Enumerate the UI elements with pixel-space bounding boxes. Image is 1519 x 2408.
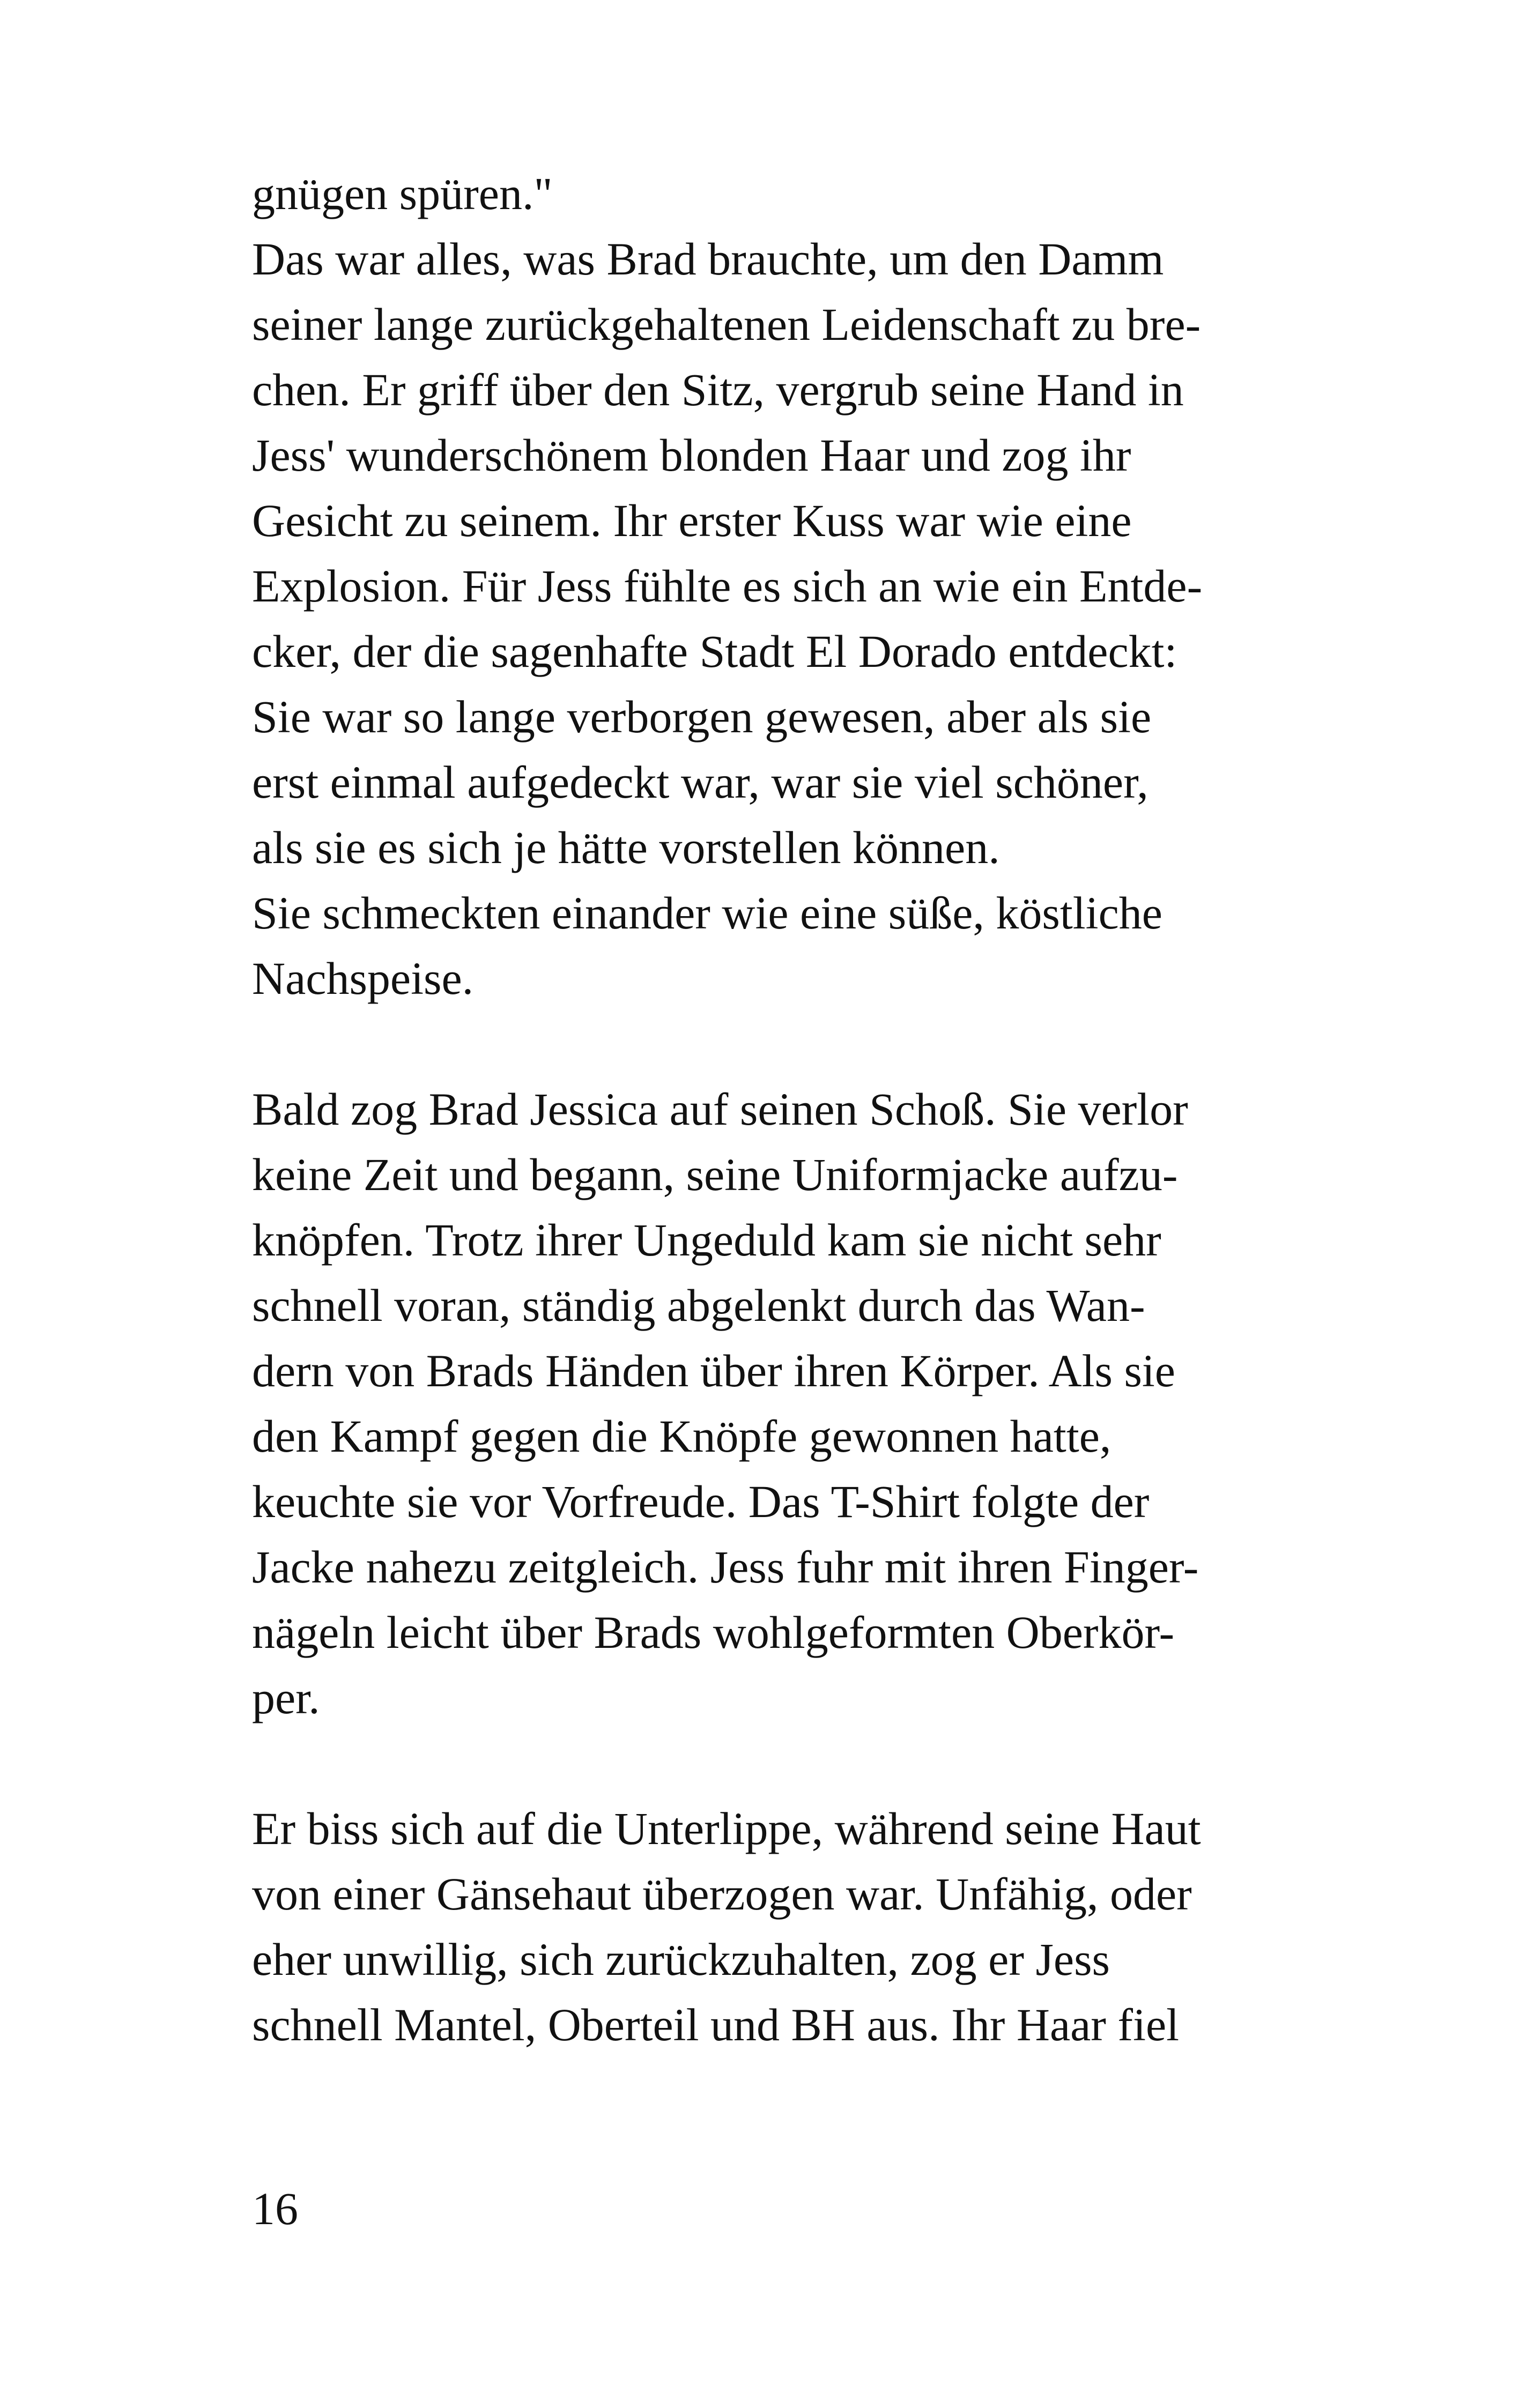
text-line: per. (252, 1672, 320, 1723)
text-line: eher unwillig, sich zurückzuhalten, zog er Jess (252, 1934, 1110, 1985)
text-line: den Kampf gegen die Knöpfe gewonnen hatte, (252, 1410, 1112, 1462)
text-line: Er biss sich auf die Unterlippe, während seine Haut (252, 1803, 1201, 1854)
text-line: von einer Gänsehaut überzogen war. Unfähig, oder (252, 1868, 1192, 1920)
paragraph-gap (252, 1730, 1271, 1796)
text-line: keuchte sie vor Vorfreude. Das T-Shirt folgte der (252, 1476, 1150, 1527)
text-line: knöpfen. Trotz ihrer Ungeduld kam sie nicht sehr (252, 1214, 1161, 1266)
text-line: nägeln leicht über Brads wohlgeformten Oberkör- (252, 1607, 1175, 1658)
text-line: keine Zeit und begann, seine Uniformjacke aufzu- (252, 1149, 1178, 1200)
text-line: schnell voran, ständig abgelenkt durch das Wan- (252, 1280, 1145, 1331)
text-line: chen. Er griff über den Sitz, vergrub seine Hand in (252, 364, 1184, 415)
text-line: Das war alles, was Brad brauchte, um den Damm (252, 233, 1164, 285)
text-line: seiner lange zurückgehaltenen Leidenschaft zu bre- (252, 299, 1201, 350)
text-line: erst einmal aufgedeckt war, war sie viel schöner, (252, 756, 1148, 808)
text-line: Sie schmeckten einander wie eine süße, köstliche (252, 887, 1162, 939)
text-line: als sie es sich je hätte vorstellen können. (252, 822, 1000, 873)
paragraph-gap (252, 1011, 1271, 1076)
text-line: Jacke nahezu zeitgleich. Jess fuhr mit ihren Finger- (252, 1541, 1199, 1593)
text-line: gnügen spüren." (252, 168, 553, 219)
text-line: Jess' wunderschönem blonden Haar und zog ihr (252, 429, 1131, 481)
text-line: Sie war so lange verborgen gewesen, aber als sie (252, 691, 1152, 742)
text-line: Nachspeise. (252, 953, 474, 1004)
page-number: 16 (252, 2183, 298, 2234)
body-text (252, 161, 1271, 2057)
text-line: Bald zog Brad Jessica auf seinen Schoß. Sie verlor (252, 1083, 1188, 1135)
text-line: Explosion. Für Jess fühlte es sich an wie ein Entde- (252, 560, 1203, 612)
text-line: schnell Mantel, Oberteil und BH aus. Ihr Haar fiel (252, 1999, 1180, 2050)
text-line: dern von Brads Händen über ihren Körper. Als sie (252, 1345, 1175, 1396)
text-line: cker, der die sagenhafte Stadt El Dorado entdeckt: (252, 626, 1177, 677)
text-line: Gesicht zu seinem. Ihr erster Kuss war wie eine (252, 495, 1132, 546)
